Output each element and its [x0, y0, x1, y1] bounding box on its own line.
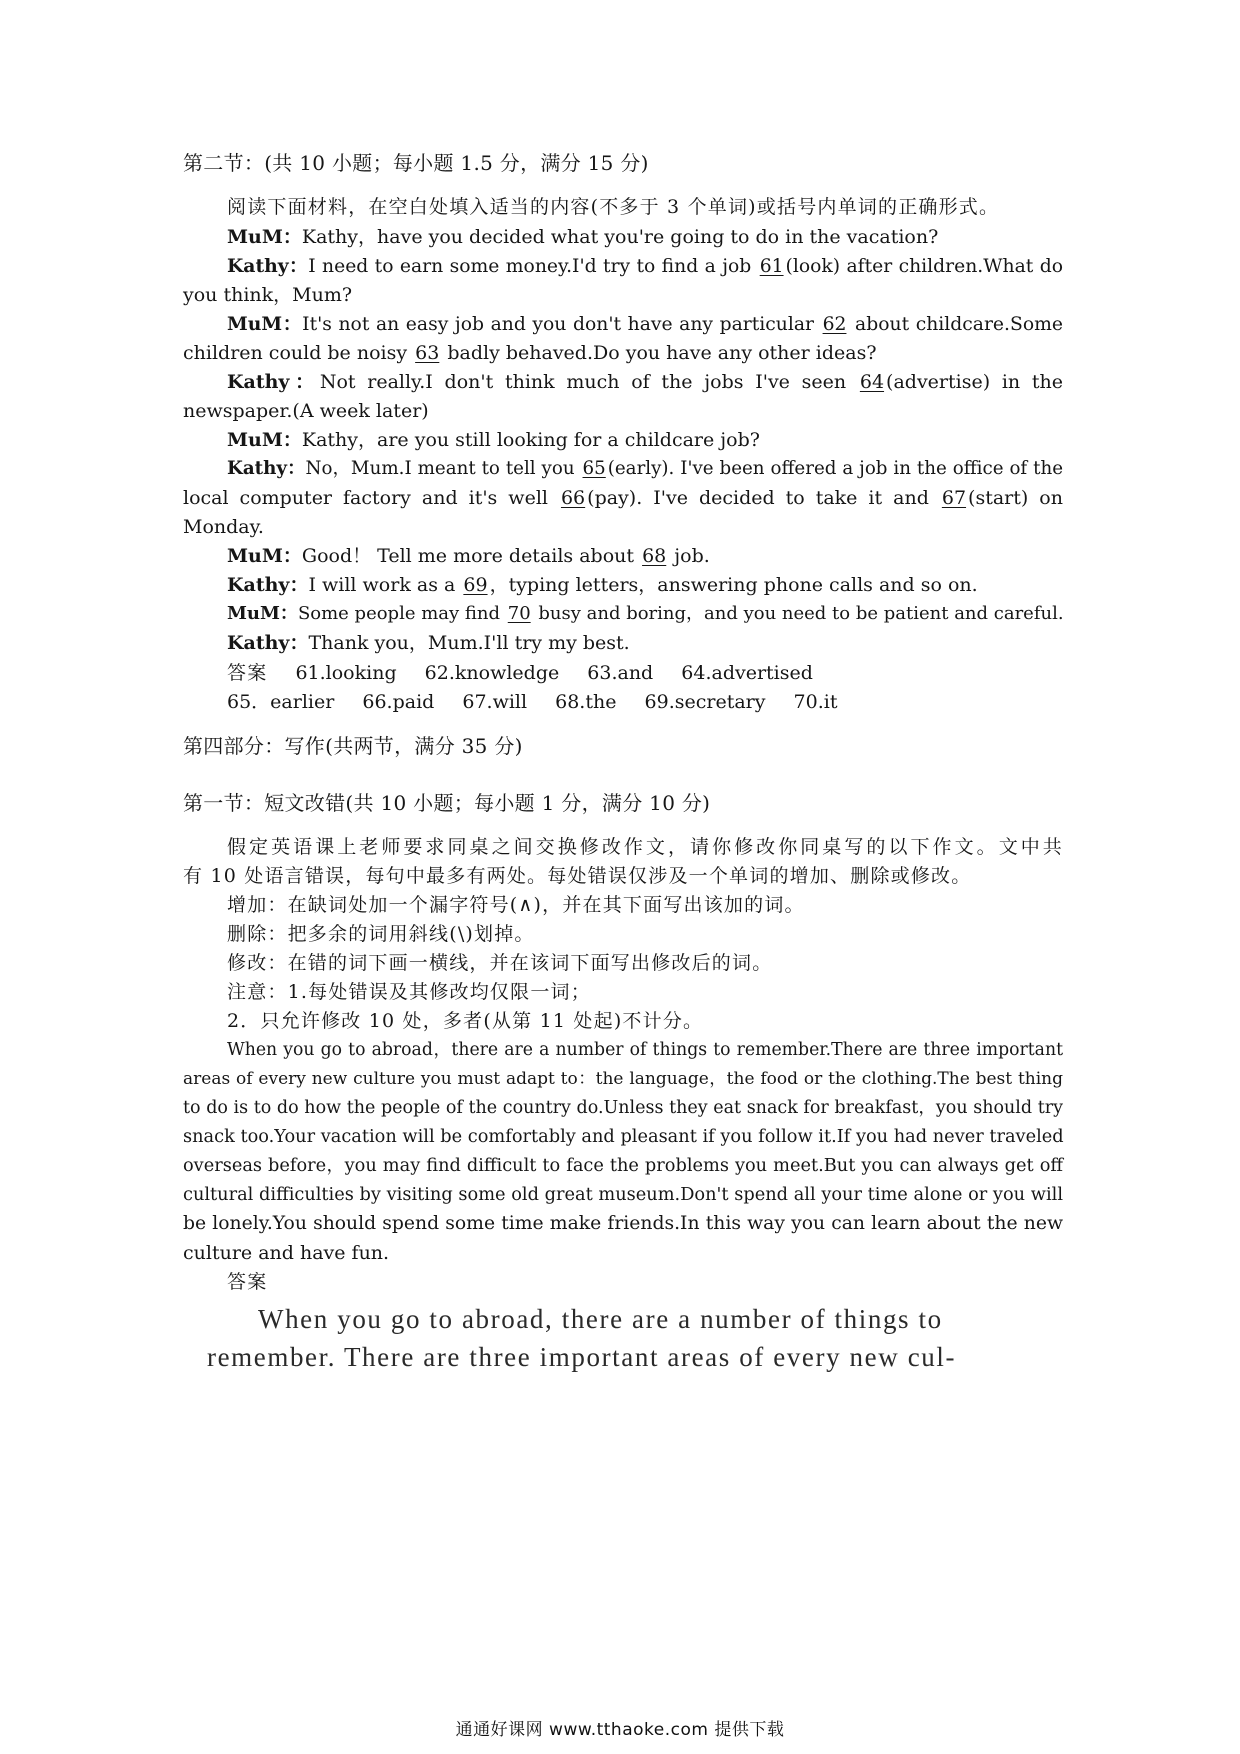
footer-credit: 通通好课网 www.tthaoke.com 提供下载	[455, 1720, 785, 1740]
answer-image-line: remember. There are three important areas of every new cul-	[207, 1342, 957, 1372]
answer-item: 64.advertised	[681, 662, 813, 684]
instruction-line: 假定英语课上老师要求同桌之间交换修改作文，请你修改你同桌写的以下作文。文中共	[227, 836, 1063, 858]
passage-line: When you go to abroad，there are a number of things to remember.There are three important	[227, 1040, 1063, 1060]
passage-line: culture and have fun.	[183, 1242, 390, 1264]
dialogue-line: MuM：It's not an easy job and you don't have any particular 62 about childcare.Some	[183, 309, 1063, 340]
answers-row	[183, 687, 1063, 717]
instruction-line: 增加：在缺词处加一个漏字符号(∧)，并在其下面写出该加的词。	[227, 894, 805, 916]
blank-62: 62	[822, 314, 847, 335]
passage-line: be lonely.You should spend some time make friends.In this way you can learn about the new	[183, 1213, 1063, 1234]
answer-item: 68.the	[555, 691, 617, 713]
answer-item: 70.it	[793, 691, 838, 713]
dialogue-line: local computer factory and it's well 66 (pay). I've decided to take it and 67 (start) on	[183, 483, 1063, 513]
answer-label: 答案	[227, 1271, 268, 1293]
dialogue-line: MuM：Kathy，are you still looking for a childcare job?	[227, 429, 760, 451]
passage-line: snack too.Your vacation will be comfortably and pleasant if you follow it.If you had never traveled	[183, 1127, 1064, 1147]
blank-65: 65	[582, 458, 606, 479]
passage-line: areas of every new culture you must adapt to：the language，the food or the clothing.The best thing	[183, 1069, 1063, 1089]
blank-69: 69	[463, 574, 488, 596]
blank-66: 66	[560, 487, 586, 509]
answer-item: 65．earlier	[227, 691, 335, 713]
answer-image-line: When you go to abroad, there are a number of things to	[258, 1304, 943, 1334]
passage-line: cultural difficulties by visiting some old great museum.Don't spend all your time alone or you will	[183, 1185, 1063, 1205]
answer-item: 69.secretary	[644, 691, 766, 713]
dialogue-line: MuM：Good！ Tell me more details about 68 job.	[183, 541, 1063, 571]
answer-item: 61.looking	[295, 662, 397, 684]
blank-70: 70	[507, 603, 531, 624]
instruction-line: 注意：1.每处错误及其修改均仅限一词；	[227, 981, 591, 1003]
dialogue-line: Kathy：I will work as a 69 ，typing letters，answering phone calls and so on.	[183, 570, 1063, 600]
dialogue-line: newspaper.(A week later)	[183, 400, 429, 422]
dialogue-line: MuM：Kathy，have you decided what you're going to do in the vacation?	[227, 226, 939, 248]
dialogue-line: Kathy：I need to earn some money.I'd try to find a job 61 (look) after children.What do	[183, 251, 1063, 282]
instruction-line: 删除：把多余的词用斜线(\)划掉。	[227, 923, 535, 945]
instruction-line: 2．只允许修改 10 处，多者(从第 11 处起)不计分。	[227, 1010, 704, 1032]
passage-line: overseas before，you may find difficult to face the problems you meet.But you can always get off	[183, 1156, 1063, 1176]
answer-item: 66.paid	[362, 691, 435, 713]
part4-heading: 第四部分：写作(共两节，满分 35 分)	[183, 734, 523, 758]
section2-heading: 第二节：(共 10 小题；每小题 1.5 分，满分 15 分)	[183, 151, 649, 175]
answer-item: 62.knowledge	[424, 662, 560, 684]
dialogue-line: Kathy：No，Mum.I meant to tell you 65 (early). I've been offered a job in the office of the	[183, 454, 1063, 484]
dialogue-line: MuM：Some people may find 70 busy and boring，and you need to be patient and careful.	[183, 599, 1063, 629]
instruction-line: 有 10 处语言错误，每句中最多有两处。每处错误仅涉及一个单词的增加、删除或修改。	[183, 865, 972, 887]
blank-68: 68	[642, 545, 667, 567]
passage-line: to do is to do how the people of the country do.Unless they eat snack for breakfast，you should try	[183, 1098, 1063, 1118]
dialogue-line: children could be noisy 63 badly behaved.Do you have any other ideas?	[183, 338, 1063, 368]
part4-sub-heading: 第一节：短文改错(共 10 小题；每小题 1 分，满分 10 分)	[183, 791, 711, 815]
dialogue-line: Kathy：Not really.I don't think much of the jobs I've seen 64 (advertise) in the	[183, 367, 1063, 397]
dialogue-line: you think，Mum?	[183, 284, 353, 306]
answer-item: 67.will	[462, 691, 528, 713]
section2-instruction: 阅读下面材料，在空白处填入适当的内容(不多于 3 个单词)或括号内单词的正确形式。	[227, 196, 1000, 218]
blank-64: 64	[859, 371, 885, 393]
dialogue-line: Monday.	[183, 516, 264, 538]
blank-67: 67	[941, 487, 967, 509]
answer-item: 63.and	[587, 662, 654, 684]
instruction-line: 修改：在错的词下画一横线，并在该词下面写出修改后的词。	[227, 952, 773, 974]
dialogue-line: Kathy：Thank you，Mum.I'll try my best.	[227, 632, 630, 654]
blank-61: 61	[759, 256, 784, 277]
blank-63: 63	[415, 342, 440, 364]
answer-label: 答案	[227, 662, 268, 684]
answers-row	[183, 658, 1063, 688]
